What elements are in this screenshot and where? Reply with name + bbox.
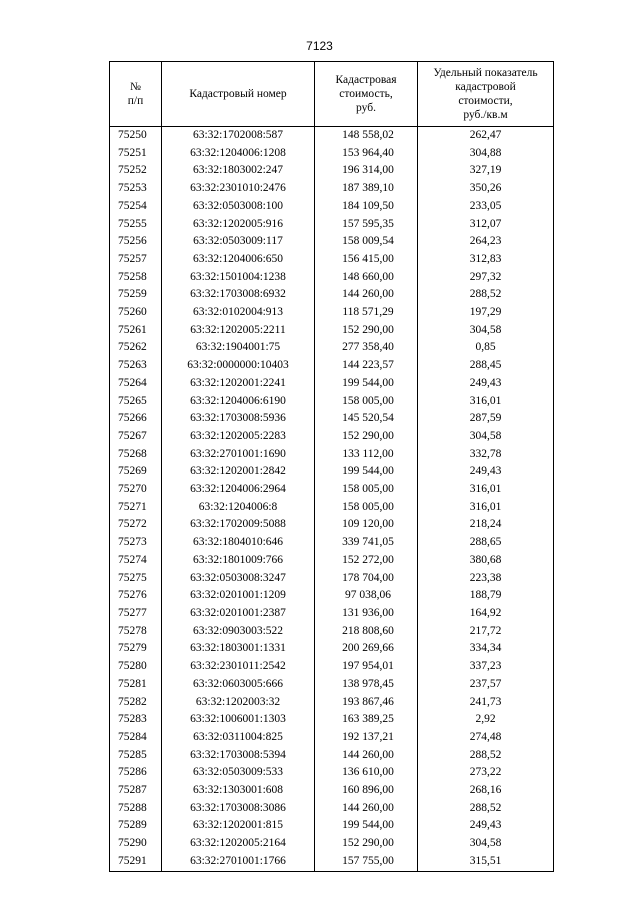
table-row <box>110 499 554 517</box>
cadastral-cost-cell: 218 808,60 <box>315 623 418 641</box>
specific-cost-cell: 249,43 <box>418 817 554 835</box>
cadastral-cost-cell: 158 005,00 <box>315 481 418 499</box>
row-number-cell: 75285 <box>110 747 162 765</box>
cadastral-number-cell: 63:32:1501004:1238 <box>162 269 315 287</box>
cadastral-value-table <box>109 61 554 872</box>
cadastral-number-cell: 63:32:0201001:1209 <box>162 587 315 605</box>
row-number-cell: 75288 <box>110 800 162 818</box>
row-number-cell: 75281 <box>110 676 162 694</box>
row-number-cell: 75282 <box>110 694 162 712</box>
row-number-cell: 75284 <box>110 729 162 747</box>
table-row <box>110 676 554 694</box>
cadastral-cost-cell: 152 272,00 <box>315 552 418 570</box>
cadastral-number-cell: 63:32:0503008:100 <box>162 198 315 216</box>
cadastral-number-cell: 63:32:1204006:650 <box>162 251 315 269</box>
table-row <box>110 198 554 216</box>
table-row <box>110 286 554 304</box>
row-number-cell: 75269 <box>110 463 162 481</box>
specific-cost-cell: 268,16 <box>418 782 554 800</box>
specific-cost-cell: 241,73 <box>418 694 554 712</box>
table-row <box>110 339 554 357</box>
specific-cost-cell: 0,85 <box>418 339 554 357</box>
table-row <box>110 127 554 145</box>
cadastral-cost-cell: 196 314,00 <box>315 162 418 180</box>
specific-cost-cell: 288,52 <box>418 286 554 304</box>
table-row <box>110 658 554 676</box>
cadastral-number-cell: 63:32:1202003:32 <box>162 694 315 712</box>
cadastral-number-cell: 63:32:0102004:913 <box>162 304 315 322</box>
table-row <box>110 233 554 251</box>
specific-cost-cell: 316,01 <box>418 499 554 517</box>
table-row <box>110 552 554 570</box>
cadastral-cost-cell: 136 610,00 <box>315 764 418 782</box>
specific-cost-cell: 164,92 <box>418 605 554 623</box>
cadastral-cost-cell: 144 260,00 <box>315 800 418 818</box>
table-row <box>110 800 554 818</box>
cadastral-number-cell: 63:32:0903003:522 <box>162 623 315 641</box>
row-number-cell: 75262 <box>110 339 162 357</box>
cadastral-number-cell: 63:32:1703008:6932 <box>162 286 315 304</box>
cadastral-number-cell: 63:32:0503008:3247 <box>162 570 315 588</box>
specific-cost-cell: 188,79 <box>418 587 554 605</box>
cadastral-cost-cell: 199 544,00 <box>315 375 418 393</box>
table-row <box>110 817 554 835</box>
table-row <box>110 322 554 340</box>
specific-cost-cell: 288,65 <box>418 534 554 552</box>
row-number-cell: 75253 <box>110 180 162 198</box>
row-number-cell: 75266 <box>110 410 162 428</box>
specific-cost-cell: 316,01 <box>418 393 554 411</box>
table-row <box>110 711 554 729</box>
table-row <box>110 446 554 464</box>
row-number-cell: 75268 <box>110 446 162 464</box>
cadastral-number-cell: 63:32:0311004:825 <box>162 729 315 747</box>
specific-cost-cell: 334,34 <box>418 640 554 658</box>
table-body <box>110 127 554 872</box>
specific-cost-cell: 312,83 <box>418 251 554 269</box>
specific-cost-cell: 315,51 <box>418 853 554 871</box>
specific-cost-cell: 312,07 <box>418 216 554 234</box>
specific-cost-cell: 249,43 <box>418 375 554 393</box>
table-row <box>110 269 554 287</box>
row-number-cell: 75270 <box>110 481 162 499</box>
table-row <box>110 640 554 658</box>
cadastral-cost-cell: 192 137,21 <box>315 729 418 747</box>
row-number-cell: 75260 <box>110 304 162 322</box>
table-row <box>110 764 554 782</box>
table-row <box>110 481 554 499</box>
specific-cost-cell: 304,58 <box>418 322 554 340</box>
cadastral-number-cell: 63:32:1202005:916 <box>162 216 315 234</box>
cadastral-cost-cell: 145 520,54 <box>315 410 418 428</box>
specific-cost-cell: 274,48 <box>418 729 554 747</box>
cadastral-cost-cell: 152 290,00 <box>315 428 418 446</box>
cadastral-number-cell: 63:32:1204006:2964 <box>162 481 315 499</box>
table-row <box>110 729 554 747</box>
cadastral-number-cell: 63:32:2301010:2476 <box>162 180 315 198</box>
row-number-cell: 75277 <box>110 605 162 623</box>
cadastral-number-cell: 63:32:1303001:608 <box>162 782 315 800</box>
row-number-cell: 75271 <box>110 499 162 517</box>
cadastral-cost-cell: 158 005,00 <box>315 499 418 517</box>
table-row <box>110 216 554 234</box>
row-number-cell: 75264 <box>110 375 162 393</box>
specific-cost-cell: 380,68 <box>418 552 554 570</box>
table-row <box>110 835 554 853</box>
cadastral-number-cell: 63:32:1202001:2842 <box>162 463 315 481</box>
cadastral-number-cell: 63:32:1202001:2241 <box>162 375 315 393</box>
cadastral-number-cell: 63:32:1801009:766 <box>162 552 315 570</box>
cadastral-number-cell: 63:32:1006001:1303 <box>162 711 315 729</box>
table-row <box>110 393 554 411</box>
cadastral-number-cell: 63:32:1803001:1331 <box>162 640 315 658</box>
table-row <box>110 304 554 322</box>
header-cadastral-number: Кадастровый номер <box>162 62 315 127</box>
cadastral-cost-cell: 157 755,00 <box>315 853 418 871</box>
cadastral-cost-cell: 144 223,57 <box>315 357 418 375</box>
table-row <box>110 587 554 605</box>
cadastral-cost-cell: 187 389,10 <box>315 180 418 198</box>
cadastral-cost-cell: 193 867,46 <box>315 694 418 712</box>
table-row <box>110 162 554 180</box>
cadastral-cost-cell: 131 936,00 <box>315 605 418 623</box>
row-number-cell: 75272 <box>110 516 162 534</box>
header-cadastral-cost: Кадастровая стоимость, руб. <box>315 62 418 127</box>
cadastral-cost-cell: 109 120,00 <box>315 516 418 534</box>
cadastral-number-cell: 63:32:1204006:6190 <box>162 393 315 411</box>
row-number-cell: 75280 <box>110 658 162 676</box>
cadastral-number-cell: 63:32:2701001:1690 <box>162 446 315 464</box>
specific-cost-cell: 249,43 <box>418 463 554 481</box>
row-number-cell: 75276 <box>110 587 162 605</box>
row-number-cell: 75286 <box>110 764 162 782</box>
row-number-cell: 75275 <box>110 570 162 588</box>
row-number-cell: 75267 <box>110 428 162 446</box>
row-number-cell: 75255 <box>110 216 162 234</box>
specific-cost-cell: 337,23 <box>418 658 554 676</box>
specific-cost-cell: 304,88 <box>418 145 554 163</box>
table-row <box>110 605 554 623</box>
row-number-cell: 75290 <box>110 835 162 853</box>
cadastral-number-cell: 63:32:1702008:587 <box>162 127 315 145</box>
table-row <box>110 782 554 800</box>
table-header <box>110 62 554 127</box>
row-number-cell: 75283 <box>110 711 162 729</box>
cadastral-number-cell: 63:32:1904001:75 <box>162 339 315 357</box>
cadastral-cost-cell: 148 660,00 <box>315 269 418 287</box>
cadastral-cost-cell: 339 741,05 <box>315 534 418 552</box>
cadastral-number-cell: 63:32:1202005:2211 <box>162 322 315 340</box>
table-row <box>110 251 554 269</box>
header-row-number: № п/п <box>110 62 162 127</box>
specific-cost-cell: 304,58 <box>418 835 554 853</box>
cadastral-number-cell: 63:32:1204006:8 <box>162 499 315 517</box>
cadastral-cost-cell: 197 954,01 <box>315 658 418 676</box>
row-number-cell: 75279 <box>110 640 162 658</box>
cadastral-cost-cell: 160 896,00 <box>315 782 418 800</box>
cadastral-number-cell: 63:32:1703008:3086 <box>162 800 315 818</box>
cadastral-cost-cell: 144 260,00 <box>315 286 418 304</box>
cadastral-cost-cell: 277 358,40 <box>315 339 418 357</box>
cadastral-cost-cell: 157 595,35 <box>315 216 418 234</box>
cadastral-number-cell: 63:32:1803002:247 <box>162 162 315 180</box>
table-row <box>110 375 554 393</box>
cadastral-cost-cell: 199 544,00 <box>315 463 418 481</box>
row-number-cell: 75254 <box>110 198 162 216</box>
cadastral-number-cell: 63:32:1702009:5088 <box>162 516 315 534</box>
specific-cost-cell: 288,52 <box>418 800 554 818</box>
specific-cost-cell: 2,92 <box>418 711 554 729</box>
row-number-cell: 75265 <box>110 393 162 411</box>
cadastral-cost-cell: 158 009,54 <box>315 233 418 251</box>
table-row <box>110 428 554 446</box>
cadastral-number-cell: 63:32:1703008:5936 <box>162 410 315 428</box>
table-row <box>110 747 554 765</box>
row-number-cell: 75257 <box>110 251 162 269</box>
cadastral-number-cell: 63:32:0603005:666 <box>162 676 315 694</box>
cadastral-number-cell: 63:32:1804010:646 <box>162 534 315 552</box>
row-number-cell: 75258 <box>110 269 162 287</box>
cadastral-cost-cell: 199 544,00 <box>315 817 418 835</box>
cadastral-number-cell: 63:32:1202001:815 <box>162 817 315 835</box>
specific-cost-cell: 233,05 <box>418 198 554 216</box>
cadastral-cost-cell: 153 964,40 <box>315 145 418 163</box>
specific-cost-cell: 264,23 <box>418 233 554 251</box>
row-number-cell: 75263 <box>110 357 162 375</box>
table-row <box>110 357 554 375</box>
specific-cost-cell: 223,38 <box>418 570 554 588</box>
specific-cost-cell: 350,26 <box>418 180 554 198</box>
cadastral-number-cell: 63:32:0201001:2387 <box>162 605 315 623</box>
specific-cost-cell: 297,32 <box>418 269 554 287</box>
row-number-cell: 75252 <box>110 162 162 180</box>
cadastral-number-cell: 63:32:1204006:1208 <box>162 145 315 163</box>
table-row <box>110 570 554 588</box>
specific-cost-cell: 288,52 <box>418 747 554 765</box>
row-number-cell: 75251 <box>110 145 162 163</box>
table-row <box>110 623 554 641</box>
specific-cost-cell: 262,47 <box>418 127 554 145</box>
specific-cost-cell: 327,19 <box>418 162 554 180</box>
row-number-cell: 75250 <box>110 127 162 145</box>
table-row <box>110 463 554 481</box>
table-row <box>110 534 554 552</box>
cadastral-number-cell: 63:32:0503009:533 <box>162 764 315 782</box>
row-number-cell: 75273 <box>110 534 162 552</box>
specific-cost-cell: 237,57 <box>418 676 554 694</box>
row-number-cell: 75291 <box>110 853 162 871</box>
cadastral-cost-cell: 152 290,00 <box>315 835 418 853</box>
cadastral-cost-cell: 138 978,45 <box>315 676 418 694</box>
cadastral-cost-cell: 156 415,00 <box>315 251 418 269</box>
specific-cost-cell: 197,29 <box>418 304 554 322</box>
cadastral-cost-cell: 184 109,50 <box>315 198 418 216</box>
specific-cost-cell: 273,22 <box>418 764 554 782</box>
row-number-cell: 75261 <box>110 322 162 340</box>
row-number-cell: 75274 <box>110 552 162 570</box>
specific-cost-cell: 287,59 <box>418 410 554 428</box>
header-specific-cost: Удельный показатель кадастровой стоимости, руб./кв.м <box>418 62 554 127</box>
cadastral-cost-cell: 152 290,00 <box>315 322 418 340</box>
table-row <box>110 180 554 198</box>
specific-cost-cell: 218,24 <box>418 516 554 534</box>
page-number: 7123 <box>306 39 333 53</box>
cadastral-cost-cell: 97 038,06 <box>315 587 418 605</box>
cadastral-cost-cell: 144 260,00 <box>315 747 418 765</box>
cadastral-number-cell: 63:32:2701001:1766 <box>162 853 315 871</box>
cadastral-cost-cell: 118 571,29 <box>315 304 418 322</box>
specific-cost-cell: 316,01 <box>418 481 554 499</box>
table-row <box>110 694 554 712</box>
specific-cost-cell: 217,72 <box>418 623 554 641</box>
cadastral-number-cell: 63:32:0000000:10403 <box>162 357 315 375</box>
cadastral-cost-cell: 178 704,00 <box>315 570 418 588</box>
row-number-cell: 75287 <box>110 782 162 800</box>
row-number-cell: 75278 <box>110 623 162 641</box>
row-number-cell: 75289 <box>110 817 162 835</box>
row-number-cell: 75259 <box>110 286 162 304</box>
cadastral-cost-cell: 158 005,00 <box>315 393 418 411</box>
cadastral-number-cell: 63:32:1202005:2283 <box>162 428 315 446</box>
header-row <box>110 62 554 127</box>
cadastral-cost-cell: 163 389,25 <box>315 711 418 729</box>
cadastral-cost-cell: 148 558,02 <box>315 127 418 145</box>
cadastral-number-cell: 63:32:2301011:2542 <box>162 658 315 676</box>
specific-cost-cell: 304,58 <box>418 428 554 446</box>
cadastral-number-cell: 63:32:1703008:5394 <box>162 747 315 765</box>
cadastral-number-cell: 63:32:1202005:2164 <box>162 835 315 853</box>
specific-cost-cell: 332,78 <box>418 446 554 464</box>
cadastral-cost-cell: 200 269,66 <box>315 640 418 658</box>
specific-cost-cell: 288,45 <box>418 357 554 375</box>
table-row <box>110 410 554 428</box>
table-row <box>110 145 554 163</box>
table-row <box>110 516 554 534</box>
table-row <box>110 853 554 871</box>
row-number-cell: 75256 <box>110 233 162 251</box>
cadastral-number-cell: 63:32:0503009:117 <box>162 233 315 251</box>
cadastral-cost-cell: 133 112,00 <box>315 446 418 464</box>
